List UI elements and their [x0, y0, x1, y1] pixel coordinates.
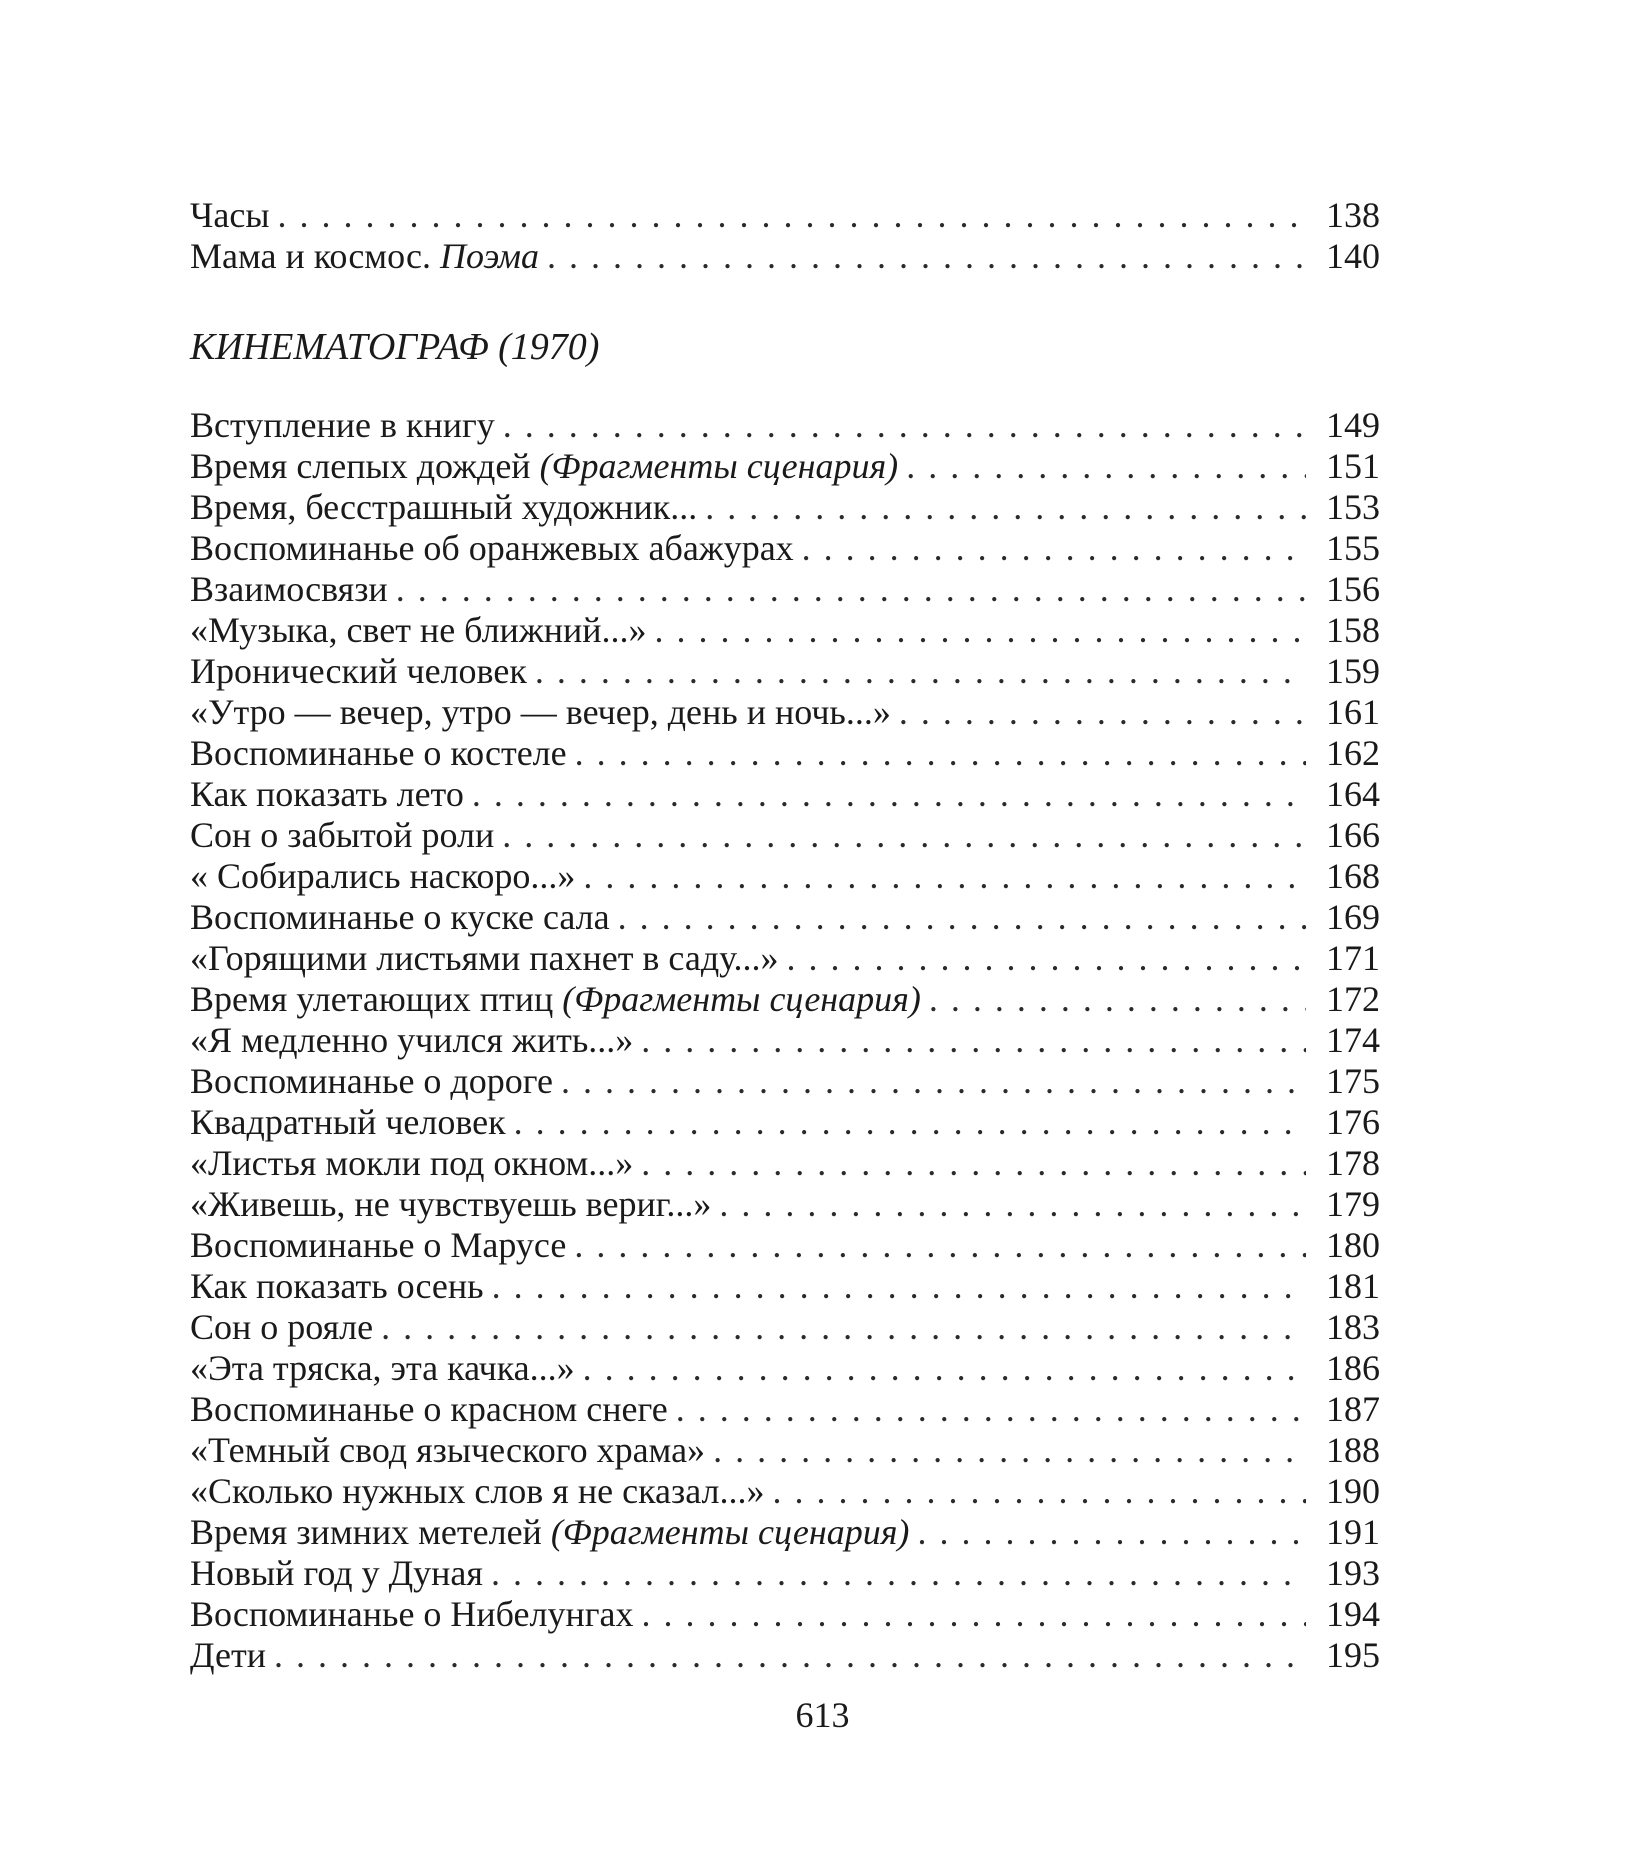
- toc-entry-title: [190, 815, 494, 856]
- toc-entry-title: [190, 1348, 575, 1389]
- dot-leader: [618, 897, 1306, 938]
- toc-entry-page: 191: [1326, 1512, 1380, 1552]
- toc-entry-title: [190, 1635, 266, 1676]
- toc-entry-title-text: Дети: [190, 1635, 266, 1675]
- dot-leader: [676, 1389, 1306, 1430]
- toc-entry: [190, 1225, 1380, 1266]
- toc-entry-title: [190, 1184, 711, 1225]
- toc-entry-title: [190, 569, 388, 610]
- toc-entry-title-text: Новый год у Дуная: [190, 1553, 483, 1593]
- toc-entry-title-text: Воспоминанье о дороге: [190, 1061, 554, 1101]
- toc-entry: [190, 815, 1380, 856]
- toc-entry-title: [190, 1594, 633, 1635]
- toc-entry: [190, 405, 1380, 446]
- toc-entry: [190, 1307, 1380, 1348]
- toc-entry-title-text: Воспоминанье о красном снеге: [190, 1389, 668, 1429]
- toc-entry-title-text: Время зимних метелей: [190, 1512, 551, 1552]
- toc-entry: [190, 1553, 1380, 1594]
- toc-entry-page: 155: [1326, 528, 1380, 568]
- toc-entry-title: [190, 856, 575, 897]
- toc-entry-title: [190, 528, 794, 569]
- toc-entry: [190, 1266, 1380, 1307]
- toc-entry-title-text: «Утро — вечер, утро — вечер, день и ночь...»: [190, 692, 891, 732]
- toc-entry-title: [190, 1512, 909, 1553]
- dot-leader: [381, 1307, 1306, 1348]
- dot-leader: [917, 1512, 1306, 1553]
- toc-list-main: [190, 405, 1380, 1676]
- dot-leader: [773, 1471, 1307, 1512]
- dot-leader: [705, 487, 1306, 528]
- toc-entry-page: 161: [1326, 692, 1380, 732]
- dot-leader: [641, 1594, 1306, 1635]
- toc-entry-title-text: «Горящими листьями пахнет в саду...»: [190, 938, 779, 978]
- toc-entry: [190, 692, 1380, 733]
- dot-leader: [547, 236, 1306, 277]
- toc-entry-title: [190, 1102, 506, 1143]
- toc-entry-page: 176: [1326, 1102, 1380, 1142]
- toc-entry-page: 183: [1326, 1307, 1380, 1347]
- toc-entry-title-text: Воспоминанье о костеле: [190, 733, 567, 773]
- toc-entry-title: [190, 1225, 566, 1266]
- toc-entry-title: [190, 487, 697, 528]
- toc-entry-page: 194: [1326, 1594, 1380, 1634]
- dot-leader: [655, 610, 1307, 651]
- toc-entry: [190, 774, 1380, 815]
- toc-entry-title: [190, 897, 610, 938]
- toc-entry-title-text: «Темный свод языческого храма»: [190, 1430, 706, 1470]
- toc-entry-title: [190, 938, 779, 979]
- dot-leader: [641, 1020, 1306, 1061]
- dot-leader: [561, 1061, 1306, 1102]
- toc-entry: [190, 1102, 1380, 1143]
- dot-leader: [535, 651, 1306, 692]
- dot-leader: [719, 1184, 1306, 1225]
- dot-leader: [899, 692, 1306, 733]
- toc-entry-page: 156: [1326, 569, 1380, 609]
- dot-leader: [472, 774, 1306, 815]
- dot-leader: [502, 815, 1306, 856]
- toc-entry-subtitle: (Фрагменты сценария): [539, 446, 899, 486]
- toc-entry-title: [190, 1389, 668, 1430]
- toc-entry: [190, 1594, 1380, 1635]
- toc-entry-page: 162: [1326, 733, 1380, 773]
- toc-entry-title: [190, 979, 921, 1020]
- toc-entry: [190, 1020, 1380, 1061]
- toc-entry: [190, 1471, 1380, 1512]
- toc-entry-title-text: Сон о забытой роли: [190, 815, 495, 855]
- toc-entry-page: 172: [1326, 979, 1380, 1019]
- toc-entry-title: [190, 1553, 483, 1594]
- toc-entry-title-text: Вступление в книгу: [190, 405, 495, 445]
- toc-entry-page: 159: [1326, 651, 1380, 691]
- toc-entry-page: 188: [1326, 1430, 1380, 1470]
- toc-entry-title-text: Воспоминанье о Нибелунгах: [190, 1594, 634, 1634]
- toc-entry: [190, 487, 1380, 528]
- dot-leader: [278, 195, 1306, 236]
- toc-entry-page: 171: [1326, 938, 1380, 978]
- toc-entry-page: 158: [1326, 610, 1380, 650]
- toc-entry-title-text: Часы: [190, 195, 270, 235]
- toc-entry-title: [190, 405, 495, 446]
- dot-leader: [583, 1348, 1306, 1389]
- toc-entry-title: [190, 1061, 553, 1102]
- toc-entry-title-text: Воспоминанье об оранжевых абажурах: [190, 528, 794, 568]
- toc-entry-title-text: «Эта тряска, эта качка...»: [190, 1348, 575, 1388]
- dot-leader: [274, 1635, 1306, 1676]
- toc-entry-title-text: Как показать лето: [190, 774, 464, 814]
- dot-leader: [396, 569, 1306, 610]
- toc-entry-title-text: Взаимосвязи: [190, 569, 388, 609]
- section-heading: КИНЕМАТОГРАФ (1970): [190, 326, 600, 368]
- toc-entry-subtitle: (Фрагменты сценария): [562, 979, 921, 1019]
- toc-entry-title: [190, 1307, 373, 1348]
- toc-entry: [190, 528, 1380, 569]
- toc-entry: [190, 1348, 1380, 1389]
- toc-entry-title: [190, 236, 539, 277]
- toc-entry-title-text: Иронический человек: [190, 651, 527, 691]
- toc-entry-page: 190: [1326, 1471, 1380, 1511]
- toc-entry-title: [190, 774, 464, 815]
- toc-entry-page: 179: [1326, 1184, 1380, 1224]
- toc-entry-page: 168: [1326, 856, 1380, 896]
- toc-entry-page: 153: [1326, 487, 1380, 527]
- toc-entry: [190, 1430, 1380, 1471]
- toc-entry-title: [190, 446, 898, 487]
- toc-entry: [190, 1635, 1380, 1676]
- toc-entry-title-text: «Листья мокли под окном...»: [190, 1143, 634, 1183]
- toc-entry-page: 140: [1326, 236, 1380, 276]
- toc-entry-title-text: Квадратный человек: [190, 1102, 506, 1142]
- dot-leader: [906, 446, 1306, 487]
- toc-entry-page: 195: [1326, 1635, 1380, 1675]
- toc-entry-title-text: Время слепых дождей: [190, 446, 540, 486]
- toc-entry-page: 151: [1326, 446, 1380, 486]
- toc-entry-title: [190, 692, 891, 733]
- toc-list-top: [190, 195, 1380, 277]
- toc-entry: [190, 897, 1380, 938]
- dot-leader: [713, 1430, 1306, 1471]
- dot-leader: [503, 405, 1306, 446]
- dot-leader: [802, 528, 1306, 569]
- page-number: 613: [795, 1695, 850, 1735]
- toc-entry: [190, 1184, 1380, 1225]
- toc-entry-subtitle: (Фрагменты сценария): [550, 1512, 910, 1552]
- toc-entry: [190, 1512, 1380, 1553]
- toc-entry-title-text: Время, бесстрашный художник...: [190, 487, 698, 527]
- toc-entry-page: 180: [1326, 1225, 1380, 1265]
- toc-entry-title-text: « Собирались наскоро...»: [190, 856, 576, 896]
- toc-entry-page: 193: [1326, 1553, 1380, 1593]
- toc-entry-title-text: Мама и космос.: [190, 236, 440, 276]
- toc-entry-page: 187: [1326, 1389, 1380, 1429]
- toc-entry-page: 138: [1326, 195, 1380, 235]
- toc-entry-page: 174: [1326, 1020, 1380, 1060]
- dot-leader: [583, 856, 1306, 897]
- dot-leader: [491, 1553, 1306, 1594]
- toc-entry-title-text: Воспоминанье о Марусе: [190, 1225, 567, 1265]
- dot-leader: [492, 1266, 1306, 1307]
- dot-leader: [575, 733, 1306, 774]
- toc-entry-title-text: Как показать осень: [190, 1266, 484, 1306]
- toc-entry-title: [190, 1020, 633, 1061]
- toc-entry-page: 169: [1326, 897, 1380, 937]
- dot-leader: [787, 938, 1306, 979]
- toc-entry: [190, 446, 1380, 487]
- toc-entry-page: 178: [1326, 1143, 1380, 1183]
- toc-entry-page: 175: [1326, 1061, 1380, 1101]
- toc-entry-title: [190, 1430, 705, 1471]
- toc-entry-title: [190, 733, 567, 774]
- dot-leader: [514, 1102, 1306, 1143]
- toc-entry-title: [190, 1266, 484, 1307]
- toc-entry-title-text: «Я медленно учился жить...»: [190, 1020, 634, 1060]
- toc-entry: [190, 733, 1380, 774]
- toc-entry-title: [190, 610, 647, 651]
- toc-entry-page: 181: [1326, 1266, 1380, 1306]
- toc-entry-title: [190, 651, 527, 692]
- toc-entry-title: [190, 1143, 633, 1184]
- toc-entry-page: 186: [1326, 1348, 1380, 1388]
- toc-entry: [190, 856, 1380, 897]
- toc-entry-title: [190, 1471, 765, 1512]
- toc-entry: [190, 610, 1380, 651]
- toc-entry: [190, 938, 1380, 979]
- toc-entry-page: 164: [1326, 774, 1380, 814]
- toc-entry: [190, 1061, 1380, 1102]
- toc-entry-page: 149: [1326, 405, 1380, 445]
- toc-entry: [190, 979, 1380, 1020]
- toc-entry-title: [190, 195, 270, 236]
- toc-entry-title-text: Сон о рояле: [190, 1307, 374, 1347]
- toc-entry-page: 166: [1326, 815, 1380, 855]
- toc-entry-subtitle: Поэма: [439, 236, 539, 276]
- toc-entry-title-text: Время улетающих птиц: [190, 979, 563, 1019]
- toc-entry: [190, 1143, 1380, 1184]
- toc-entry-title-text: «Живешь, не чувствуешь вериг...»: [190, 1184, 712, 1224]
- toc-entry: [190, 195, 1380, 236]
- toc-entry-title-text: Воспоминанье о куске сала: [190, 897, 610, 937]
- toc-entry: [190, 236, 1380, 277]
- toc-entry-title-text: «Музыка, свет не ближний...»: [190, 610, 647, 650]
- dot-leader: [574, 1225, 1306, 1266]
- dot-leader: [929, 979, 1306, 1020]
- toc-entry: [190, 569, 1380, 610]
- dot-leader: [641, 1143, 1306, 1184]
- toc-entry: [190, 651, 1380, 692]
- toc-entry-title-text: «Сколько нужных слов я не сказал...»: [190, 1471, 765, 1511]
- toc-entry: [190, 1389, 1380, 1430]
